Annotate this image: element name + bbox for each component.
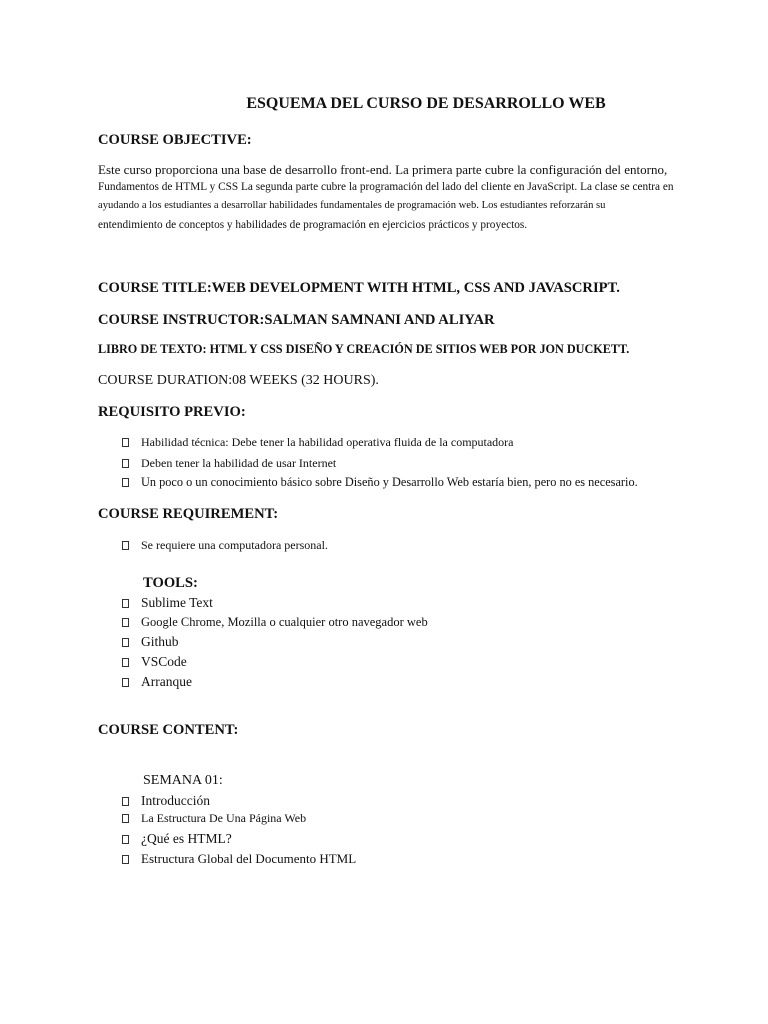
course-instructor: COURSE INSTRUCTOR:SALMAN SAMNANI AND ALIYAR — [98, 312, 495, 328]
content-item — [122, 851, 356, 867]
document-title: ESQUEMA DEL CURSO DE DESARROLLO WEB — [246, 95, 606, 112]
prerequisite-item-text: Deben tener la habilidad de usar Internet — [141, 456, 337, 470]
content-heading: COURSE CONTENT: — [98, 722, 239, 738]
tool-item-text: Arranque — [141, 674, 192, 689]
prerequisite-item — [122, 475, 638, 490]
textbook: LIBRO DE TEXTO: HTML Y CSS DISEÑO Y CREACIÓN DE SITIOS WEB POR JON DUCKETT. — [98, 342, 630, 356]
prerequisite-item — [122, 435, 514, 450]
bullet-box-icon — [122, 541, 129, 550]
bullet-box-icon — [122, 797, 129, 806]
bullet-box-icon — [122, 678, 129, 687]
prerequisite-item — [122, 456, 336, 471]
objective-line-4: entendimiento de conceptos y habilidades de programación en ejercicios prácticos y proyectos. — [98, 219, 528, 231]
objective-line-3: ayudando a los estudiantes a desarrollar habilidades fundamentales de programación web. Los estudiantes reforzarán su — [98, 200, 606, 211]
tool-item — [122, 634, 179, 650]
bullet-box-icon — [122, 599, 129, 608]
requirement-item-text: Se requiere una computadora personal. — [141, 538, 328, 552]
tool-item — [122, 654, 187, 670]
content-item-text: Estructura Global del Documento HTML — [141, 851, 357, 866]
objective-heading: COURSE OBJECTIVE: — [98, 132, 252, 148]
content-item-text: La Estructura De Una Página Web — [141, 811, 307, 825]
bullet-box-icon — [122, 814, 129, 823]
requirement-item — [122, 538, 328, 553]
bullet-box-icon — [122, 478, 129, 487]
content-item — [122, 831, 232, 847]
bullet-box-icon — [122, 638, 129, 647]
course-duration: COURSE DURATION:08 WEEKS (32 HOURS). — [98, 373, 379, 388]
content-item-text: Introducción — [141, 793, 210, 808]
content-item-text: ¿Qué es HTML? — [141, 831, 232, 846]
course-title: COURSE TITLE:WEB DEVELOPMENT WITH HTML, CSS AND JAVASCRIPT. — [98, 280, 620, 296]
bullet-box-icon — [122, 618, 129, 627]
content-item — [122, 811, 306, 826]
prerequisite-item-text: Un poco o un conocimiento básico sobre Diseño y Desarrollo Web estaría bien, pero no es necesario. — [141, 475, 638, 489]
tools-heading: TOOLS: — [143, 575, 198, 591]
tool-item — [122, 615, 428, 630]
tool-item — [122, 674, 192, 690]
tool-item — [122, 595, 213, 611]
prerequisite-heading: REQUISITO PREVIO: — [98, 404, 246, 420]
requirement-heading: COURSE REQUIREMENT: — [98, 506, 279, 522]
bullet-box-icon — [122, 855, 129, 864]
prerequisite-item-text: Habilidad técnica: Debe tener la habilidad operativa fluida de la computadora — [141, 435, 514, 449]
content-item — [122, 793, 210, 809]
tool-item-text: Sublime Text — [141, 595, 213, 610]
bullet-box-icon — [122, 459, 129, 468]
objective-line-2: Fundamentos de HTML y CSS La segunda parte cubre la programación del lado del cliente en JavaScript. La clase se centra en — [98, 181, 674, 193]
tool-item-text: Google Chrome, Mozilla o cualquier otro navegador web — [141, 615, 428, 629]
week-heading: SEMANA 01: — [143, 773, 223, 788]
bullet-box-icon — [122, 658, 129, 667]
objective-line-1: Este curso proporciona una base de desarrollo front-end. La primera parte cubre la configuración del entorno, — [98, 162, 668, 177]
bullet-box-icon — [122, 835, 129, 844]
bullet-box-icon — [122, 438, 129, 447]
tool-item-text: Github — [141, 634, 179, 649]
tool-item-text: VSCode — [141, 654, 187, 669]
